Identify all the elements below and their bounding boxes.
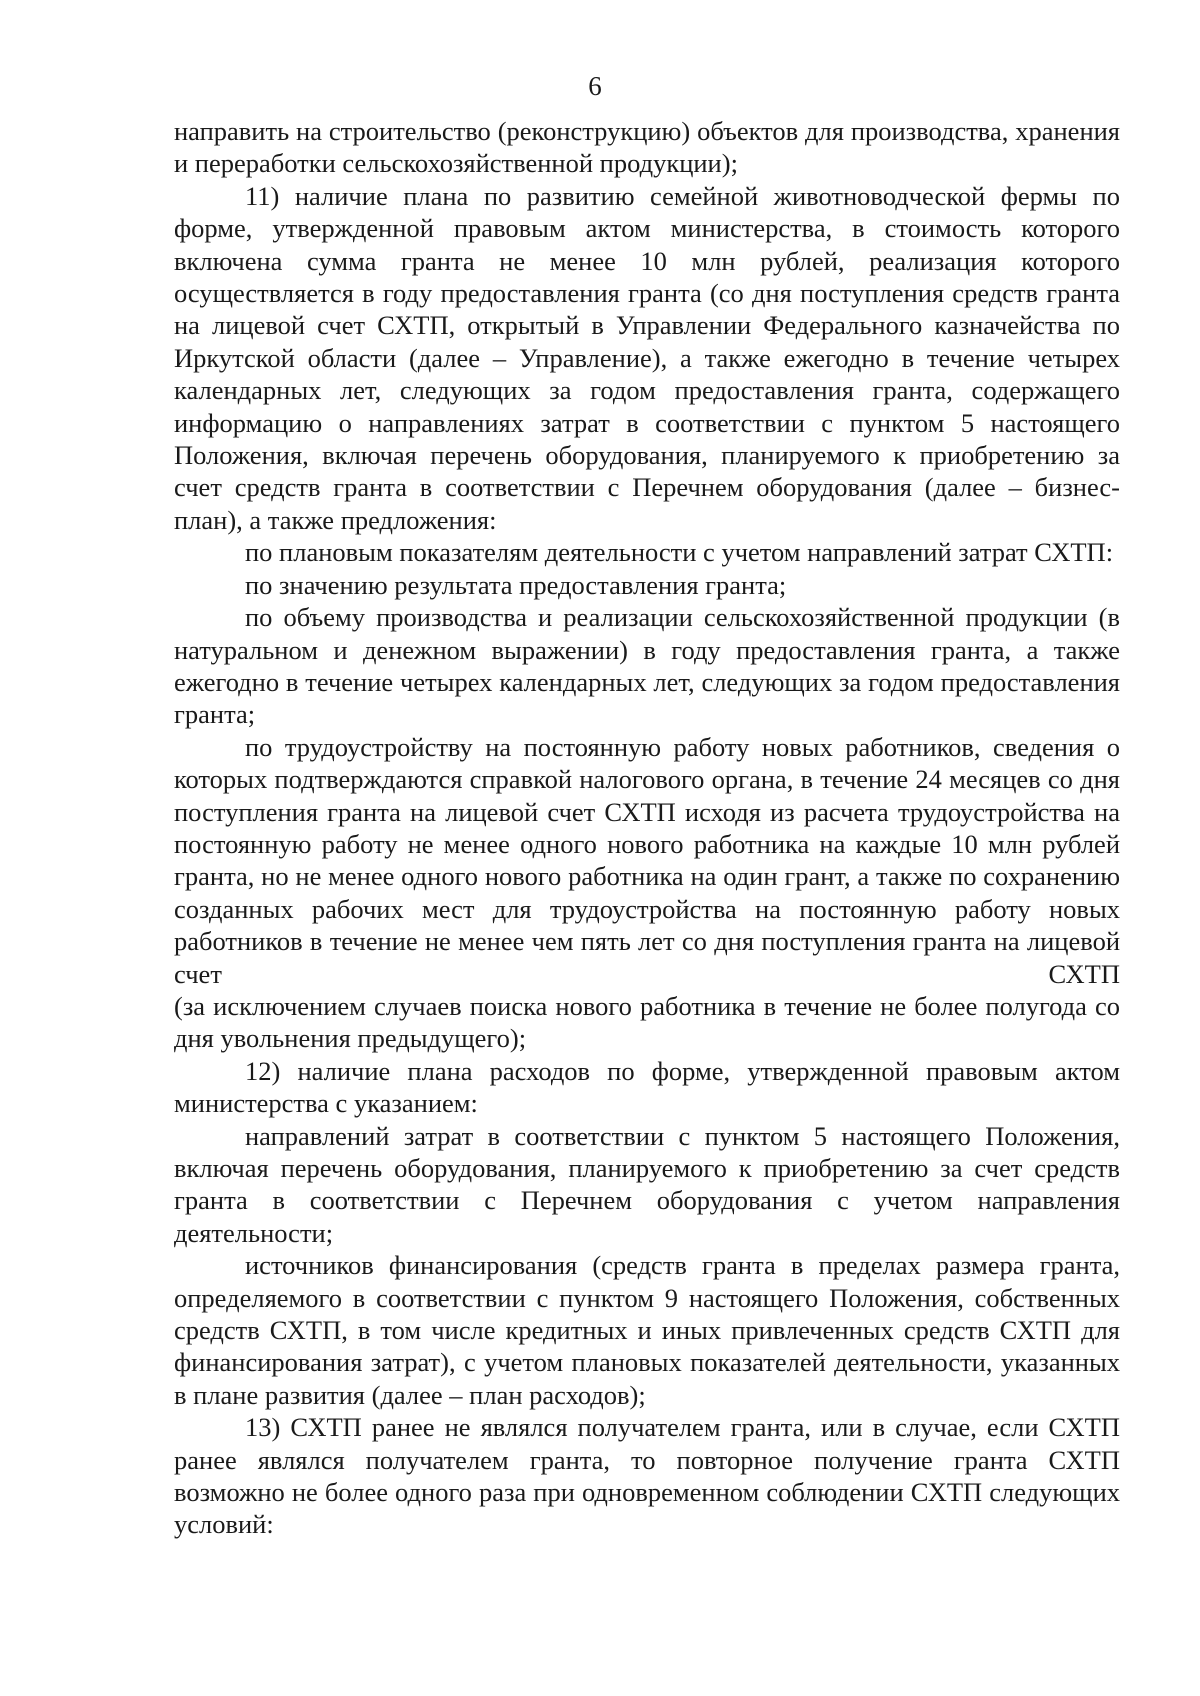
page-number: 6 [588, 71, 602, 101]
paragraph-5: по объему производства и реализации сельскохозяйственной продукции (в натуральном и денежном выражении) в году предоставления гранта, а также ежегодно в течение четырех календарных лет, следующих за годом предоставления гранта; [174, 602, 1120, 730]
paragraph-6: по трудоустройству на постоянную работу новых работников, сведения о которых подтверждаются справкой налогового органа, в течение 24 месяцев со дня поступления гранта на лицевой счет СХТП исходя из расчета трудоустройства на постоянную работу не менее одного нового работника на каждые 10 млн рублей гранта, но не менее одного нового работника на один грант, а также по сохранению созданных рабочих мест для трудоустройства на постоянную работу новых работников в течение не менее чем пять лет со дня поступления гранта на лицевой счет СХТП [174, 731, 1120, 989]
paragraph-9: направлений затрат в соответствии с пунктом 5 настоящего Положения, включая перечень оборудования, планируемого к приобретению за счет средств гранта в соответствии с Перечнем оборудования с учетом направления деятельности; [174, 1120, 1120, 1248]
paragraph-3: по плановым показателям деятельности с учетом направлений затрат СХТП: [245, 537, 1114, 568]
paragraph-1: направить на строительство (реконструкцию) объектов для производства, хранения и переработки сельскохозяйственной продукции); [174, 116, 1120, 179]
paragraph-8: 12) наличие плана расходов по форме, утвержденной правовым актом министерства с указанием: [174, 1055, 1120, 1119]
paragraph-7: (за исключением случаев поиска нового работника в течение не более полугода со дня увольнения предыдущего); [174, 990, 1120, 1054]
paragraph-10: источников финансирования (средств гранта в пределах размера гранта, определяемого в соответствии с пунктом 9 настоящего Положения, собственных средств СХТП, в том числе кредитных и иных привлеченных средств СХТП для финансирования затрат), с учетом плановых показателей деятельности, указанных в плане развития (далее – план расходов); [174, 1250, 1120, 1410]
paragraph-4: по значению результата предоставления гранта; [245, 569, 787, 600]
paragraph-2: 11) наличие плана по развитию семейной животноводческой фермы по форме, утвержденной правовым актом министерства, в стоимость которого включена сумма гранта не менее 10 млн рублей, реализация которого осуществляется в году предоставления гранта (со дня поступления средств гранта на лицевой счет СХТП, открытый в Управлении Федерального казначейства по Иркутской области (далее – Управление), а также ежегодно в течение четырех календарных лет, следующих за годом предоставления гранта, содержащего информацию о направлениях затрат в соответствии с пунктом 5 настоящего Положения, включая перечень оборудования, планируемого к приобретению за счет средств гранта в соответствии с Перечнем оборудования (далее – бизнес-план), а также предложения: [174, 180, 1120, 535]
document-body [174, 115, 1120, 1541]
paragraph-11: 13) СХТП ранее не являлся получателем гранта, или в случае, если СХТП ранее являлся получателем гранта, то повторное получение гранта СХТП возможно не более одного раза при одновременном соблюдении СХТП следующих условий: [174, 1412, 1120, 1540]
